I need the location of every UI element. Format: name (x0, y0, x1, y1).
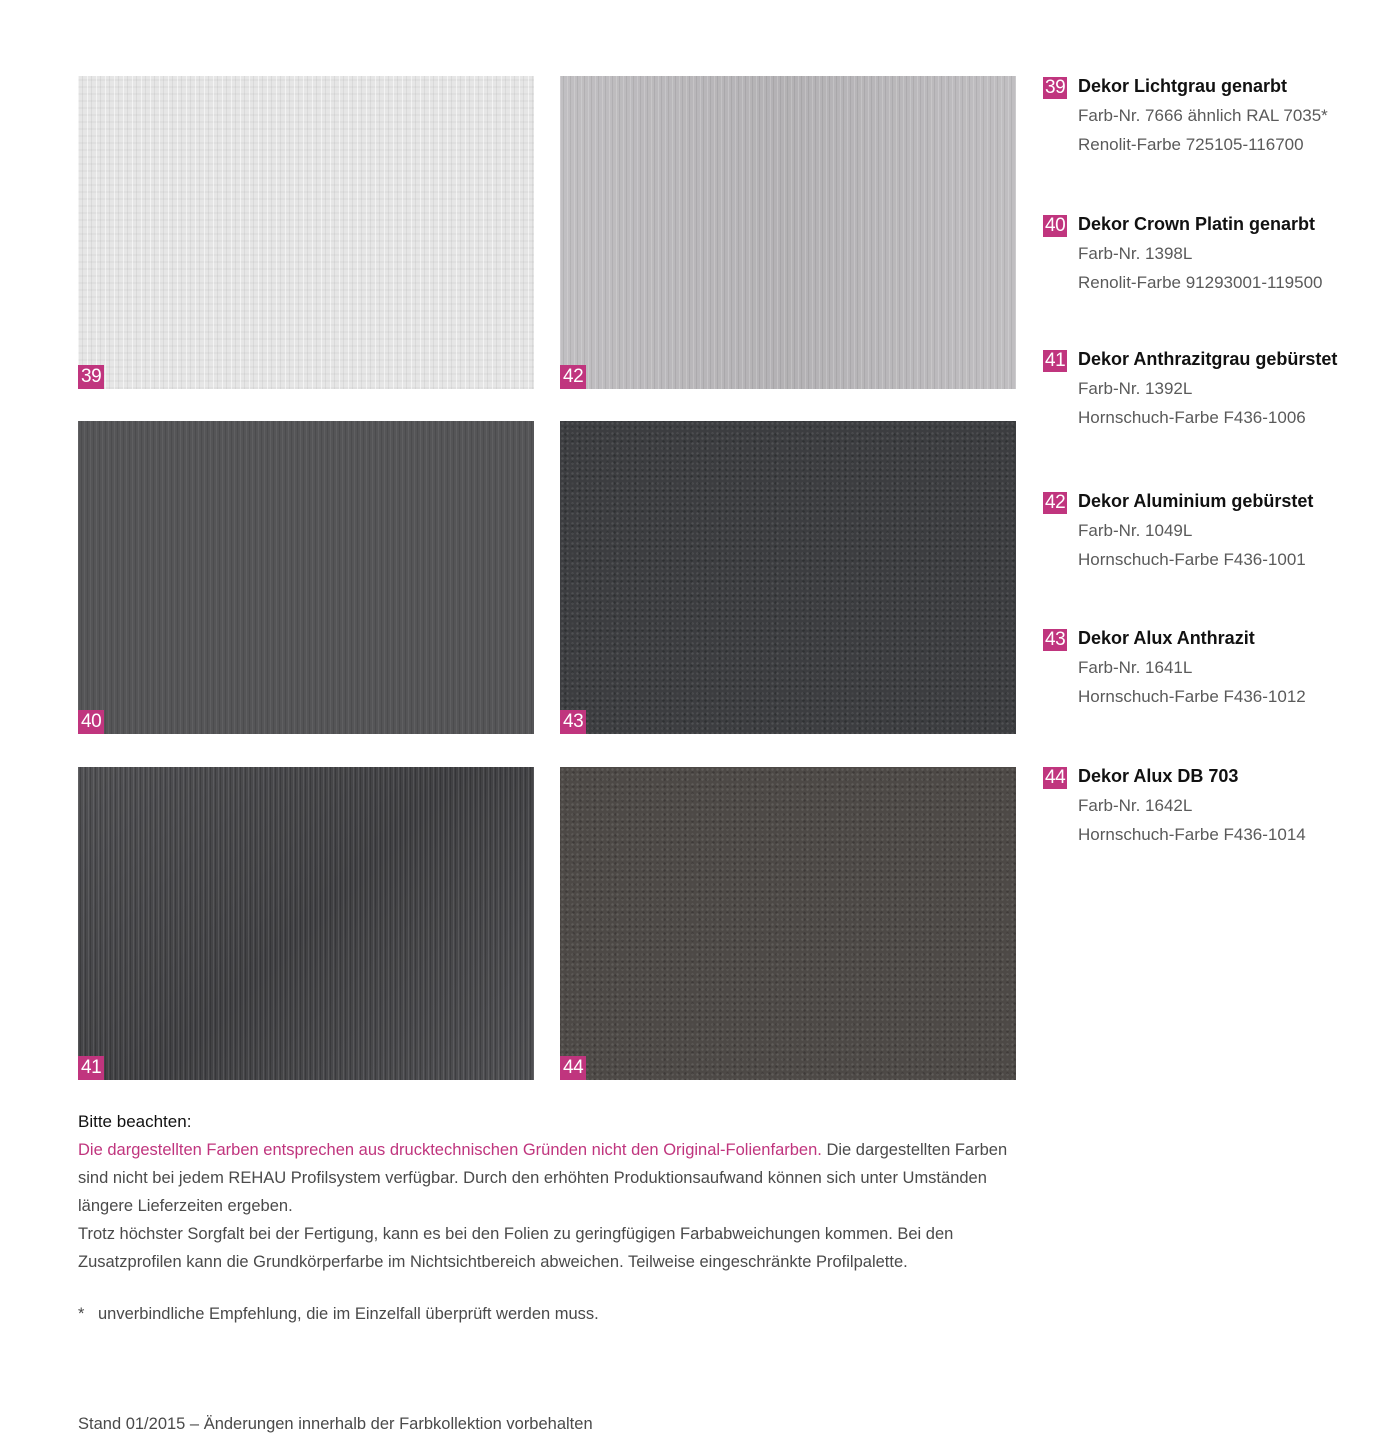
swatch-40 (78, 421, 534, 734)
legend-title: Dekor Alux Anthrazit (1078, 628, 1255, 648)
swatch-number-badge: 42 (560, 365, 586, 389)
swatch-number-badge: 43 (560, 710, 586, 734)
swatch-41 (78, 767, 534, 1080)
legend-foil-color: Renolit-Farbe 725105-116700 (1078, 135, 1304, 154)
notes-paragraph-2: Trotz höchster Sorgfalt bei der Fertigung, kann es bei den Folien zu geringfügigen Farbabweichungen kommen. Bei den Zusatzprofilen kann die Grundkörperfarbe im Nichtsichtbereich abweichen. Teilweise eingeschränkte Profilpalette. (78, 1225, 954, 1271)
swatch-39 (78, 76, 534, 389)
legend-title: Dekor Lichtgrau genarbt (1078, 76, 1288, 96)
legend-foil-color: Hornschuch-Farbe F436-1014 (1078, 825, 1306, 844)
legend-color-number: Farb-Nr. 1398L (1078, 244, 1193, 263)
legend-number-badge: 39 (1045, 77, 1066, 98)
legend-color-number: Farb-Nr. 1641L (1078, 658, 1193, 677)
swatch-42 (560, 76, 1016, 389)
legend-foil-color: Hornschuch-Farbe F436-1006 (1078, 408, 1306, 427)
notes-section (78, 1108, 1018, 1276)
legend-title: Dekor Anthrazitgrau gebürstet (1078, 349, 1338, 369)
legend-foil-color: Hornschuch-Farbe F436-1012 (1078, 687, 1306, 706)
swatch-number-badge: 39 (78, 365, 104, 389)
legend-number-badge: 40 (1045, 215, 1066, 236)
footnote-asterisk: * (78, 1305, 85, 1323)
legend-title: Dekor Alux DB 703 (1078, 766, 1239, 786)
footnote (78, 1300, 599, 1328)
swatch-number-badge: 41 (78, 1056, 104, 1080)
notes-paragraph-1-text: Die dargestellten Farben sind nicht bei jedem REHAU Profilsystem verfügbar. Durch den erhöhten Produktionsaufwand können sich unter Umständen längere Lieferzeiten ergeben. (78, 1141, 1008, 1215)
swatch-number-badge: 44 (560, 1056, 586, 1080)
swatch-number-badge: 40 (78, 710, 104, 734)
legend-number-badge: 44 (1045, 767, 1066, 788)
legend-number-badge: 41 (1045, 350, 1066, 371)
legend-color-number: Farb-Nr. 1049L (1078, 521, 1193, 540)
footnote-text: unverbindliche Empfehlung, die im Einzelfall überprüft werden muss. (98, 1305, 599, 1323)
swatch-44 (560, 767, 1016, 1080)
swatch-43 (560, 421, 1016, 734)
legend-title: Dekor Aluminium gebürstet (1078, 491, 1314, 511)
legend-foil-color: Hornschuch-Farbe F436-1001 (1078, 550, 1306, 569)
legend-foil-color: Renolit-Farbe 91293001-119500 (1078, 273, 1323, 292)
legend-color-number: Farb-Nr. 7666 ähnlich RAL 7035* (1078, 106, 1328, 125)
legend-color-number: Farb-Nr. 1392L (1078, 379, 1193, 398)
legend-title: Dekor Crown Platin genarbt (1078, 214, 1316, 234)
notes-heading: Bitte beachten: (78, 1112, 192, 1131)
notes-highlight: Die dargestellten Farben entsprechen aus drucktechnischen Gründen nicht den Original-Folienfarben. (78, 1141, 822, 1159)
notes-paragraph-1 (78, 1136, 1018, 1220)
legend-number-badge: 43 (1045, 629, 1066, 650)
legend-color-number: Farb-Nr. 1642L (1078, 796, 1193, 815)
page-footer: Stand 01/2015 – Änderungen innerhalb der Farbkollektion vorbehalten (78, 1415, 593, 1433)
legend-number-badge: 42 (1045, 492, 1066, 513)
